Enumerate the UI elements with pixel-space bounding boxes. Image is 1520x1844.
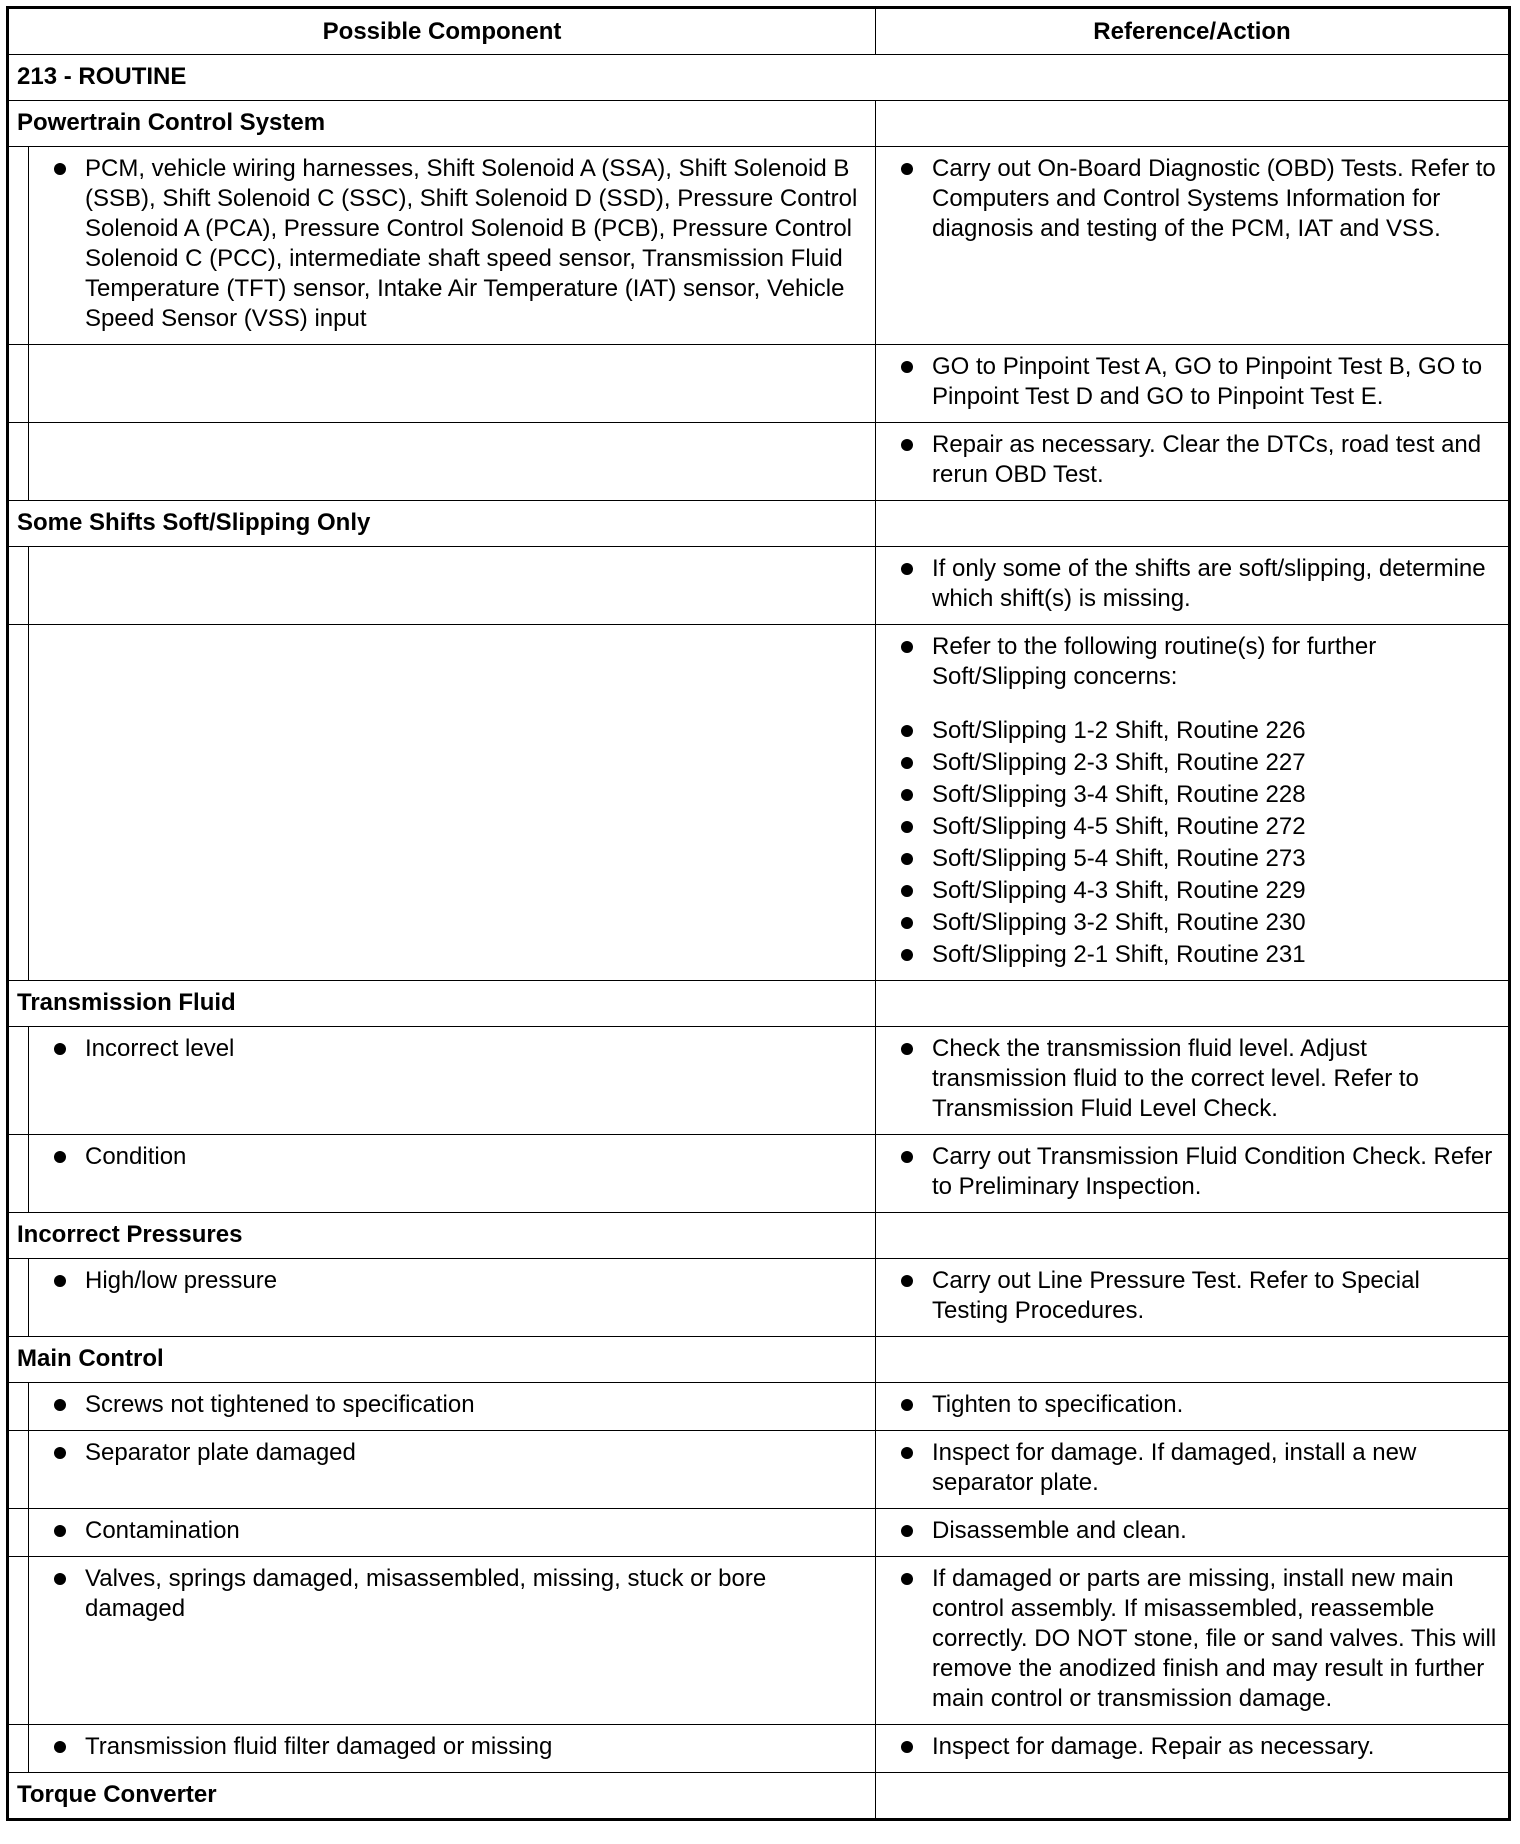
section-row [8,981,1510,1027]
list-item: Soft/Slipping 4-5 Shift, Routine 272 [932,813,1306,840]
bullet-icon [35,1516,85,1546]
component-text: Condition [85,1143,187,1170]
bullet-icon [882,554,932,584]
component-cell [29,345,876,423]
indent-cell [8,1027,29,1135]
bullet-icon [882,844,932,874]
action-cell [876,1725,1510,1773]
diagnosis-table [6,6,1511,1821]
action-text: If only some of the shifts are soft/slipping, determine which shift(s) is missing. [932,555,1486,612]
action-cell [876,147,1510,345]
section-row [8,101,1510,147]
action-text: Carry out On-Board Diagnostic (OBD) Tests. Refer to Computers and Control Systems Information for diagnosis and testing of the PCM, IAT and VSS. [932,155,1496,242]
section-empty-cell [876,1337,1510,1383]
bullet-icon [35,1390,85,1420]
bullet-icon [882,1142,932,1172]
component-cell [29,625,876,981]
table-row [8,547,1510,625]
table-header-row [8,8,1510,55]
table-row [8,1509,1510,1557]
table-row [8,423,1510,501]
indent-cell [8,345,29,423]
bullet-icon [882,716,932,746]
indent-cell [8,1135,29,1213]
bullet-icon [882,1034,932,1064]
component-cell [29,1259,876,1337]
action-text: Tighten to specification. [932,1391,1184,1418]
action-cell [876,625,1510,981]
table-row [8,147,1510,345]
component-text: Transmission fluid filter damaged or missing [85,1733,553,1760]
section-empty-cell [876,981,1510,1027]
action-cell [876,1027,1510,1135]
component-text: Incorrect level [85,1035,235,1062]
action-text: Inspect for damage. If damaged, install a new separator plate. [932,1439,1417,1496]
component-cell [29,1431,876,1509]
section-empty-cell [876,1213,1510,1259]
bullet-icon [882,1438,932,1468]
table-row [8,345,1510,423]
indent-cell [8,1259,29,1337]
bullet-icon [882,748,932,778]
action-cell [876,1509,1510,1557]
bullet-icon [882,1732,932,1762]
indent-cell [8,1509,29,1557]
list-item: Soft/Slipping 2-3 Shift, Routine 227 [932,749,1306,776]
section-empty-cell [876,501,1510,547]
table-row [8,1725,1510,1773]
section-title: Powertrain Control System [8,101,876,147]
bullet-icon [35,1564,85,1594]
indent-cell [8,1725,29,1773]
bullet-icon [35,154,85,184]
list-item: Soft/Slipping 3-4 Shift, Routine 228 [932,781,1306,808]
column-header-reference-action: Reference/Action [876,8,1510,55]
table-row [8,1135,1510,1213]
indent-cell [8,147,29,345]
bullet-icon [882,430,932,460]
component-cell [29,547,876,625]
list-item: Soft/Slipping 1-2 Shift, Routine 226 [932,717,1306,744]
section-row [8,501,1510,547]
component-cell [29,1557,876,1725]
action-cell [876,345,1510,423]
indent-cell [8,547,29,625]
component-cell [29,1027,876,1135]
action-cell [876,547,1510,625]
action-text: If damaged or parts are missing, install new main control assembly. If misassembled, reassemble correctly. DO NOT stone, file or sand valves. This will remove the anodized finish and may result in further main control or transmission damage. [932,1565,1497,1712]
section-row [8,1213,1510,1259]
component-text: Screws not tightened to specification [85,1391,475,1418]
action-text: Carry out Transmission Fluid Condition Check. Refer to Preliminary Inspection. [932,1143,1493,1200]
action-text: Disassemble and clean. [932,1517,1187,1544]
action-text: Check the transmission fluid level. Adjust transmission fluid to the correct level. Refer to Transmission Fluid Level Check. [932,1035,1419,1122]
list-item: Soft/Slipping 5-4 Shift, Routine 273 [932,845,1306,872]
action-cell [876,1431,1510,1509]
list-item: Soft/Slipping 2-1 Shift, Routine 231 [932,941,1306,968]
bullet-icon [35,1142,85,1172]
action-cell [876,1383,1510,1431]
table-row [8,1383,1510,1431]
table-row [8,1557,1510,1725]
table-row [8,1027,1510,1135]
section-title: Transmission Fluid [8,981,876,1027]
bullet-icon [882,940,932,970]
routine-link-list [882,716,1502,970]
action-cell [876,1135,1510,1213]
bullet-icon [882,1516,932,1546]
bullet-icon [35,1266,85,1296]
component-cell [29,1509,876,1557]
indent-cell [8,1557,29,1725]
section-title: Torque Converter [8,1773,876,1820]
section-title: Main Control [8,1337,876,1383]
bullet-icon [882,352,932,382]
section-empty-cell [876,1773,1510,1820]
section-row [8,1337,1510,1383]
bullet-icon [882,812,932,842]
bullet-icon [35,1034,85,1064]
list-item: Soft/Slipping 4-3 Shift, Routine 229 [932,877,1306,904]
column-header-possible-component: Possible Component [8,8,876,55]
action-text: Carry out Line Pressure Test. Refer to Special Testing Procedures. [932,1267,1420,1324]
action-text: Refer to the following routine(s) for further Soft/Slipping concerns: [932,633,1377,690]
action-cell [876,1259,1510,1337]
component-cell [29,1383,876,1431]
component-text: PCM, vehicle wiring harnesses, Shift Solenoid A (SSA), Shift Solenoid B (SSB), Shift Solenoid C (SSC), Shift Solenoid D (SSD), Pressure Control Solenoid A (PCA), Pressure Control Solenoid B (PCB), Pressure Control Solenoid C (PCC), intermediate shaft speed sensor, Transmission Fluid Temperature (TFT) sensor, Intake Air Temperature (IAT) sensor, Vehicle Speed Sensor (VSS) input [85,155,858,332]
section-empty-cell [876,101,1510,147]
table-row [8,1431,1510,1509]
bullet-icon [35,1732,85,1762]
bullet-icon [882,1390,932,1420]
bullet-icon [35,1438,85,1468]
bullet-icon [882,908,932,938]
list-item: Soft/Slipping 3-2 Shift, Routine 230 [932,909,1306,936]
bullet-icon [882,154,932,184]
table-row [8,625,1510,981]
action-cell [876,1557,1510,1725]
bullet-icon [882,876,932,906]
section-row [8,1773,1510,1820]
action-text: Inspect for damage. Repair as necessary. [932,1733,1375,1760]
indent-cell [8,423,29,501]
table-row [8,1259,1510,1337]
component-text: Separator plate damaged [85,1439,356,1466]
action-cell [876,423,1510,501]
component-cell [29,147,876,345]
bullet-icon [882,780,932,810]
section-title: Some Shifts Soft/Slipping Only [8,501,876,547]
routine-title: 213 - ROUTINE [8,55,1510,101]
indent-cell [8,625,29,981]
component-cell [29,423,876,501]
component-text: High/low pressure [85,1267,278,1294]
indent-cell [8,1431,29,1509]
action-text: Repair as necessary. Clear the DTCs, road test and rerun OBD Test. [932,431,1482,488]
bullet-icon [882,1564,932,1594]
component-cell [29,1725,876,1773]
component-text: Valves, springs damaged, misassembled, missing, stuck or bore damaged [85,1565,767,1622]
component-cell [29,1135,876,1213]
component-text: Contamination [85,1517,240,1544]
bullet-icon [882,632,932,662]
bullet-icon [882,1266,932,1296]
section-title: Incorrect Pressures [8,1213,876,1259]
routine-row [8,55,1510,101]
indent-cell [8,1383,29,1431]
action-text: GO to Pinpoint Test A, GO to Pinpoint Test B, GO to Pinpoint Test D and GO to Pinpoint Test E. [932,353,1483,410]
